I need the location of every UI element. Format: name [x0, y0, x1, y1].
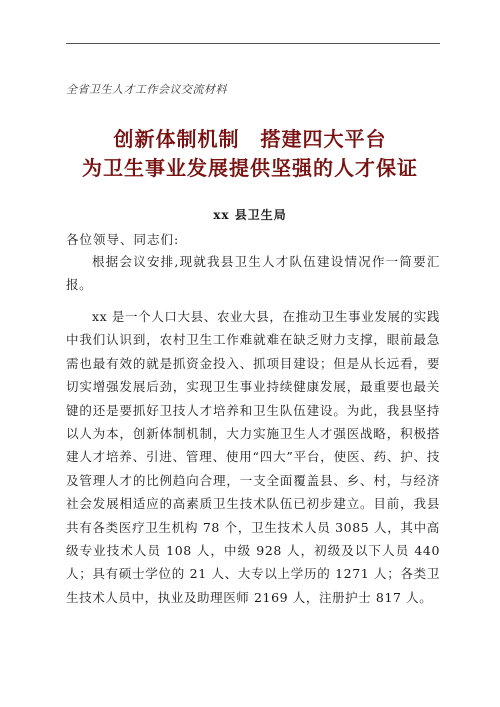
- document-author: xx 县卫生局: [213, 208, 287, 222]
- document-title-line-2: 为卫生事业发展提供坚强的人才保证: [82, 156, 418, 180]
- body-paragraph: 根据会议安排,现就我县卫生人才队伍建设情况作一简要汇报。: [66, 254, 440, 293]
- header-rule: [66, 43, 440, 44]
- document-title-line-1: 创新体制机制 搭建四大平台: [113, 127, 387, 151]
- salutation: 各位领导、同志们:: [66, 232, 180, 247]
- header-note: 全省卫生人才工作会议交流材料: [66, 83, 227, 96]
- body-paragraph: xx 是一个人口大县、农业大县，在推动卫生事业发展的实践中我们认识到，农村卫生工作难就难在缺乏财力支撑，眼前最急需也最有效的就是抓资金投入、抓项目建设；但是从长远看，要切实增强发展后劲，实现卫生事业持续健康发展，最重要也最关键的还是要抓好卫技人才培养和卫生队伍建设。为此，我县坚持以人为本，创新体制机制，大力实施卫生人才强医战略，积极搭建人才培养、引进、管理、使用“四大”平台，使医、药、护、技及管理人才的比例趋向合理，一支全面覆盖县、乡、村，与经济社会发展相适应的高素质卫生技术队伍已初步建立。目前，我县共有各类医疗卫生机构 78 个，卫生技术人员 3085 人，其中高级专业技术人员 108 人，中级 928 人，初级及以下人员 440 人；具有硕士学位的 21 人、大专以上学历的 1271 人；各类卫生技术人员中，执业及助理医师 2169 人，注册护士 817 人。: [66, 309, 440, 605]
